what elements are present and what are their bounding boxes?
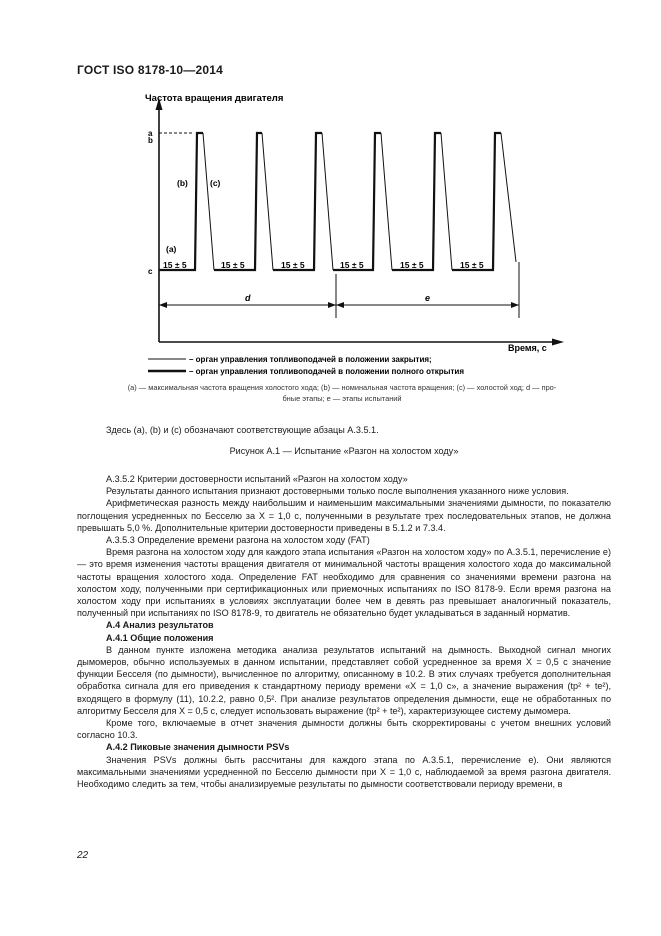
section-a41-p2: Кроме того, включаемые в отчет значения дымности должны быть скорректированы с учетом внешних условий согласно 10.3. xyxy=(77,718,611,741)
figure-note-line-2: бные этапы; е — этапы испытаний xyxy=(282,394,402,403)
thin-segment-1 xyxy=(203,133,214,270)
section-a42-p1: Значения PSVs должны быть рассчитаны для каждого этапа по А.3.5.1, перечисление е). Они являются максимальными значениями усредненной по Бесселю дымности при X = 1,0 с, наблюдаемой за время разгона двигателя. Необходимо следить за тем, чтобы анализируемые результаты по дымности соответствовали периоду времени, в xyxy=(77,754,611,790)
span-e-arrow-left xyxy=(336,302,344,308)
y-tick-b: b xyxy=(148,136,153,145)
y-tick-a: а xyxy=(148,129,153,138)
y-tick-c: c xyxy=(148,267,153,276)
span-e-arrow-right xyxy=(511,302,519,308)
intro-paragraph xyxy=(77,424,611,436)
figure-note xyxy=(77,382,607,404)
thin-segment-5 xyxy=(441,133,452,270)
section-a353-title: А.3.5.3 Определение времени разгона на холостом ходу (FAT) xyxy=(106,535,370,546)
page-number: 22 xyxy=(77,850,89,861)
thick-segment-6 xyxy=(452,133,501,270)
section-a41-title: А.4.1 Общие положения xyxy=(106,632,214,643)
span-e-label: е xyxy=(425,293,431,303)
speed-waveform xyxy=(159,133,516,270)
thick-segment-2 xyxy=(214,133,262,270)
idle-label-6: 15 ± 5 xyxy=(460,260,484,270)
figure-note-line-1: (а) — максимальная частота вращения холостого хода; (b) — номинальная частота вращения; (c) — холостой ход; d — про- xyxy=(127,383,557,392)
document-header: ГОСТ ISO 8178-10—2014 xyxy=(77,63,223,77)
legend-thick-label: – орган управления топливоподачей в положении полного открытия xyxy=(189,367,464,376)
idle-label-3: 15 ± 5 xyxy=(281,260,305,270)
idle-label-5: 15 ± 5 xyxy=(400,260,424,270)
idle-label-1: 15 ± 5 xyxy=(163,260,187,270)
x-axis-arrow xyxy=(552,339,564,346)
thick-segment-3 xyxy=(273,133,322,270)
marker-c: (c) xyxy=(210,178,221,188)
section-a352-p2: Арифметическая разность между наибольшим и наименьшим максимальными значениями дымности, по показателю поглощения усредненных по Бесселю за X = 1,0 с, полученными в результате трех последовательных этапов, не должна превышать 5,0 %. Дополнительные критерии достоверности приведены в 5.1.2 и 7.3.4. xyxy=(77,498,611,533)
thin-segment-4 xyxy=(381,133,392,270)
legend-thin-label: – орган управления топливоподачей в положении закрытия; xyxy=(189,355,432,364)
section-a41-p1: В данном пункте изложена методика анализа результатов испытаний на дымность. Выходной сигнал многих дымомеров, обычно используемых в данном испытании, представляет собой усредненное за время X = 0,5 с значение функции Бесселя (по дымности), вычисленное по алгоритму, описанному в 10.2. В этих случаях требуется дополнительная обработка сигнала для его приведения к стандартному периоду времени «X = 1,0 с», а значение выражения (tp² + te²), входящего в формулу (11), 10.2.2, равно 0,5². При анализе результатов определения дымности, еще не обработанных по алгоритму Бесселя для X = 0,5 с, следует использовать выражение (tp² + te²), характеризующее систему дымомера. xyxy=(77,644,611,716)
main-text xyxy=(77,473,611,790)
thin-segment-3 xyxy=(322,133,333,270)
section-a353-p1: Время разгона на холостом ходу для каждого этапа испытания «Разгон на холостом ходу» по А.3.5.1, перечисление е) — это время изменения частоты вращения двигателя от минимальной частоты вращения холостого хода до максимальной частоты вращения холостого хода. Определение FAT необходимо для сравнения со значениями времени разгона на холостом ходу, полученными при сертификационных или приемочных испытаниях по ISO 8178-9. Если время разгона на холостом ходу при испытаниях в условиях эксплуатации более чем в девять раз превышает аналогичный показатель, полученный при испытаниях по ISO 8178-9, то двигатель не обязательно будет укладываться в заданный норматив. xyxy=(77,547,611,619)
span-d-arrow-right xyxy=(328,302,336,308)
thick-segment-4 xyxy=(333,133,381,270)
figure-title: Рисунок А.1 — Испытание «Разгон на холостом ходу» xyxy=(229,446,459,456)
marker-a: (а) xyxy=(166,244,177,254)
section-a4-title: А.4 Анализ результатов xyxy=(106,620,214,631)
section-a352-p1: Результаты данного испытания признают достоверными только после выполнения указанного ниже условия. xyxy=(106,486,569,497)
x-axis-label: Время, с xyxy=(508,343,547,353)
section-a352-title: А.3.5.2 Критерии достоверности испытаний «Разгон на холостом ходу» xyxy=(106,474,408,484)
span-d-arrow-left xyxy=(159,302,167,308)
y-axis-label: Частота вращения двигателя xyxy=(145,93,284,104)
idle-acceleration-diagram xyxy=(0,0,661,380)
thin-segment-2 xyxy=(262,133,273,270)
section-a42-title: А.4.2 Пиковые значения дымности PSVs xyxy=(106,742,290,753)
thin-segment-6 xyxy=(501,133,516,262)
idle-label-2: 15 ± 5 xyxy=(221,260,245,270)
intro-text: Здесь (а), (b) и (c) обозначают соответствующие абзацы А.3.5.1. xyxy=(106,425,379,435)
span-d-label: d xyxy=(245,293,251,303)
idle-label-4: 15 ± 5 xyxy=(340,260,364,270)
marker-b: (b) xyxy=(177,178,188,188)
thick-segment-5 xyxy=(392,133,441,270)
